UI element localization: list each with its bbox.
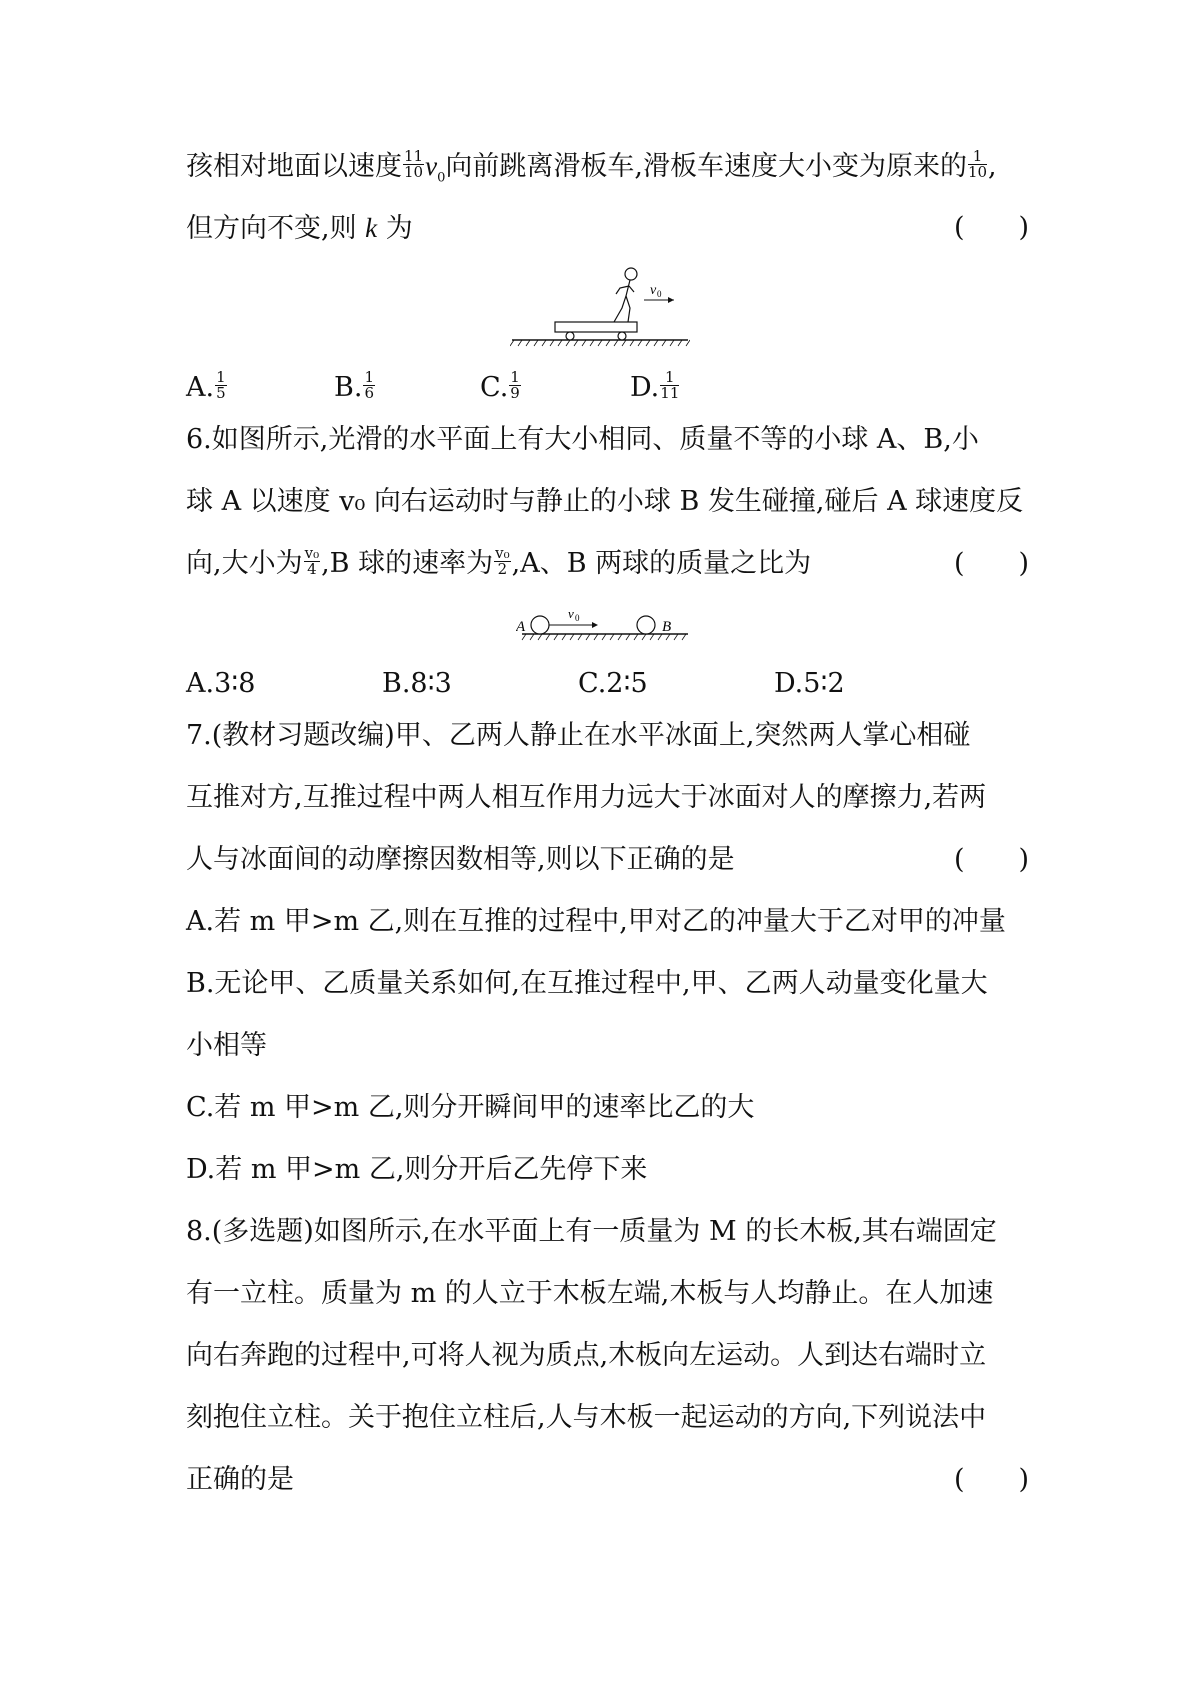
- ball-b: [637, 616, 655, 634]
- q7-line-3: 人与冰面间的动摩擦因数相等,则以下正确的是: [186, 844, 735, 875]
- q6-fraction-v0-2: $\frac{\text{v₀}}{2}$: [495, 544, 510, 578]
- q5-option-a: A. $\frac{1}{5}$: [186, 368, 226, 403]
- q6-collision-figure: [516, 606, 691, 646]
- q7-option-b-line-2: 小相等: [186, 1030, 267, 1061]
- q7-option-b-line-1: B.无论甲、乙质量关系如何,在互推过程中,甲、乙两人动量变化量大: [186, 968, 988, 999]
- q6-line-1: 6.如图所示,光滑的水平面上有大小相同、质量不等的小球 A、B,小: [186, 424, 979, 455]
- q5-option-b: B. $\frac{1}{6}$: [334, 368, 374, 403]
- svg-text:B: B: [662, 619, 672, 635]
- q5-option-c: C. $\frac{1}{9}$: [480, 368, 520, 403]
- q6-option-b: B.8∶3: [382, 668, 452, 699]
- svg-text:0: 0: [575, 613, 580, 623]
- q6-option-a: A.3∶8: [186, 668, 256, 699]
- q7-answer-bracket: ( ): [954, 844, 1030, 875]
- svg-text:v: v: [568, 606, 574, 621]
- q5-fraction-11-10: $\frac{11}{10}$: [404, 147, 424, 181]
- q5-answer-bracket: ( ): [954, 212, 1030, 243]
- q6-option-c: C.2∶5: [578, 668, 648, 699]
- q5-line-1: 孩相对地面以速度 $\frac{11}{10}$ $v_0$向前跳离滑板车,滑板车速度大小变为原来的 $\frac{1}{10}$ ,: [186, 147, 997, 186]
- q8-line-4: 刻抱住立柱。关于抱住立柱后,人与木板一起运动的方向,下列说法中: [186, 1402, 987, 1433]
- q8-line-1: 8.(多选题)如图所示,在水平面上有一质量为 M 的长木板,其右端固定: [186, 1216, 997, 1247]
- svg-text:A: A: [516, 619, 526, 635]
- q5-line-2: 但方向不变,则 k 为: [186, 213, 413, 244]
- q8-answer-bracket: ( ): [954, 1464, 1030, 1495]
- q5-option-d: D. $\frac{1}{11}$: [630, 368, 680, 403]
- q8-line-2: 有一立柱。质量为 m 的人立于木板左端,木板与人均静止。在人加速: [186, 1278, 994, 1309]
- q8-line-3: 向右奔跑的过程中,可将人视为质点,木板向左运动。人到达右端时立: [186, 1340, 987, 1371]
- q5-skateboard-figure: [510, 262, 690, 352]
- ball-a: [531, 616, 549, 634]
- q8-line-5: 正确的是: [186, 1464, 294, 1495]
- q6-fraction-v0-4: $\frac{\text{v₀}}{4}$: [304, 544, 320, 578]
- q5-text-1a: 孩相对地面以速度: [186, 151, 402, 182]
- q7-option-c: C.若 m 甲>m 乙,则分开瞬间甲的速率比乙的大: [186, 1092, 755, 1123]
- q7-option-d: D.若 m 甲>m 乙,则分开后乙先停下来: [186, 1154, 648, 1185]
- q6-line-3: 向,大小为 $\frac{\text{v₀}}{4}$ ,B 球的速率为 $\frac{\text{v₀}}{2}$ ,A、B 两球的质量之比为: [186, 544, 812, 579]
- svg-text:v: v: [650, 283, 657, 298]
- q7-line-1: 7.(教材习题改编)甲、乙两人静止在水平冰面上,突然两人掌心相碰: [186, 720, 971, 751]
- q6-line-2: 球 A 以速度 v₀ 向右运动时与静止的小球 B 发生碰撞,碰后 A 球速度反: [186, 486, 1024, 517]
- q5-fraction-1-10: $\frac{1}{10}$: [967, 147, 988, 181]
- q6-option-d: D.5∶2: [774, 668, 845, 699]
- q7-option-a: A.若 m 甲>m 乙,则在互推的过程中,甲对乙的冲量大于乙对甲的冲量: [186, 906, 1006, 937]
- svg-text:0: 0: [657, 289, 662, 299]
- q7-line-2: 互推对方,互推过程中两人相互作用力远大于冰面对人的摩擦力,若两: [186, 782, 987, 813]
- q6-answer-bracket: ( ): [954, 548, 1030, 579]
- q5-text-1c: 向前跳离滑板车,滑板车速度大小变为原来的: [445, 151, 967, 182]
